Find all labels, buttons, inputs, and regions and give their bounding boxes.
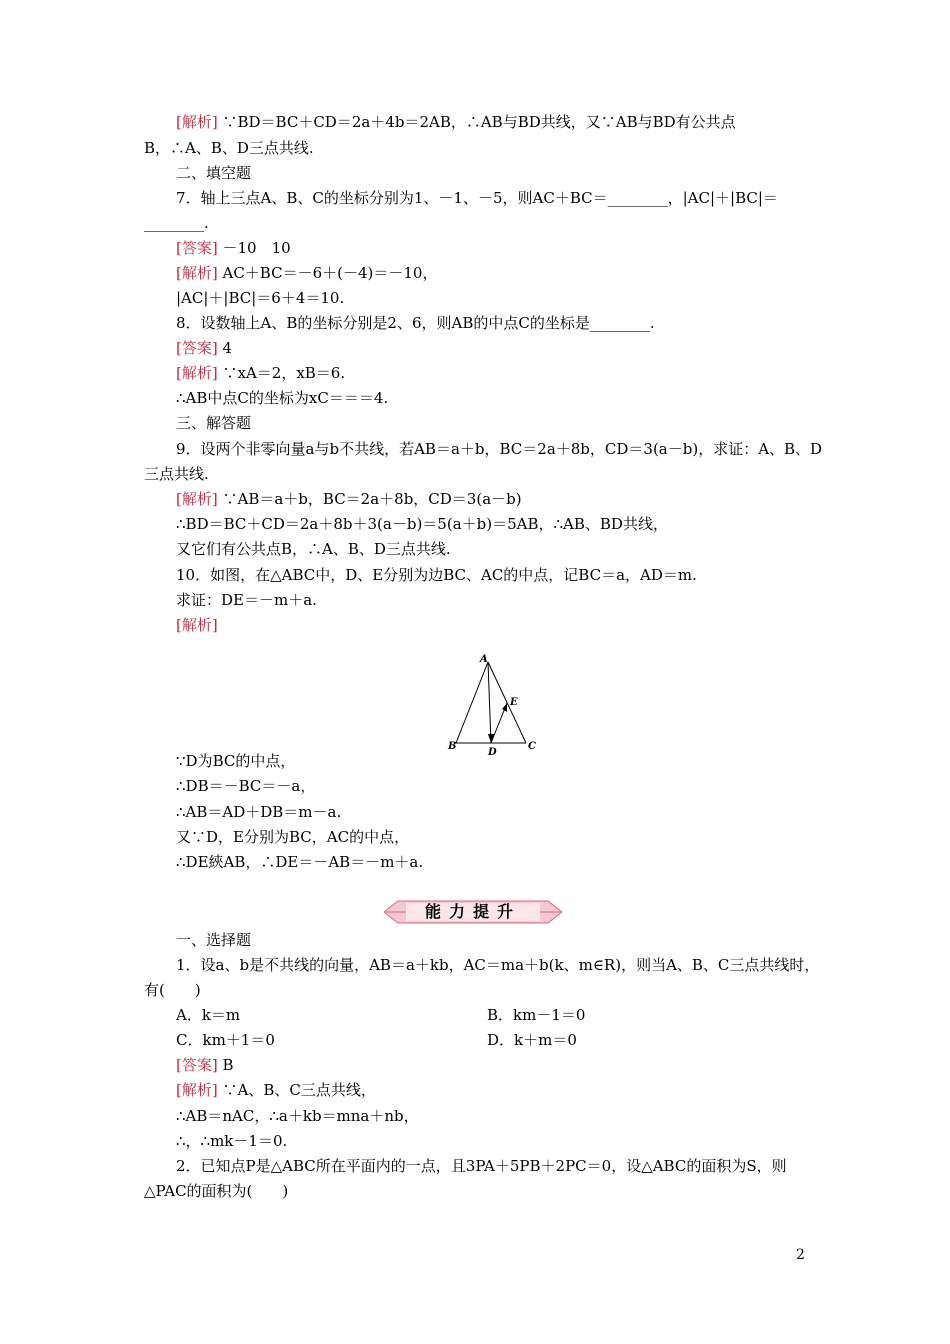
line-tag: [解析] [176,364,218,382]
line-text: D．k＋m＝0 [487,1031,577,1049]
line-text: B．km－1＝0 [487,1006,586,1024]
label-c: C [528,741,536,752]
line-text: ∴AB＝AD＋DB＝m－a. [176,803,342,821]
text-line [144,980,201,1000]
text-line [176,751,295,771]
line-text: 10．如图，在△ABC中，D、E分别为边BC、AC的中点，记BC＝a，AD＝m. [176,566,697,584]
line-text: 一、选择题 [176,931,252,949]
text-line [176,930,251,950]
line-text: △PAC的面积为( ) [144,1182,289,1200]
line-text: ∴AB＝nAC，∴a＋kb＝mna＋nb， [176,1107,419,1125]
line-text: ∴DE綊AB，∴DE＝－AB＝－m＋a. [176,853,424,871]
line-text: A．k＝m [176,1006,241,1024]
text-line [144,213,209,233]
line-text: 4 [217,339,233,357]
line-text: B，∴A、B、D三点共线. [144,139,314,157]
text-line [176,827,409,847]
text-line [176,388,388,408]
text-line [144,464,209,484]
line-text: 又∵D，E分别为BC，AC的中点， [176,828,410,846]
label-d: D [488,747,497,758]
line-text: 8．设数轴上A、B的坐标分别是2、6，则AB的中点C的坐标是________. [176,314,655,332]
line-text: ∴DB＝－BC＝－a， [176,777,316,795]
line-text: ∴，∴mk－1＝0. [176,1132,288,1150]
line-tag: [解析] [176,1081,218,1099]
text-line [176,363,345,383]
text-line [176,238,291,258]
text-line [487,1005,585,1025]
line-text: ∵xA＝2，xB＝6. [217,364,346,382]
text-line [176,590,317,610]
text-line [176,539,451,559]
line-text: ∵AB＝a＋b，BC＝2a＋8b，CD＝3(a－b) [217,490,522,508]
line-text: －10 10 [217,239,291,257]
line-text: 三、解答题 [176,414,252,432]
arrow-e-icon [502,703,507,712]
text-line [176,413,251,433]
side-ab [456,662,488,743]
text-line [176,489,522,509]
text-line [176,1156,787,1176]
section-banner [384,900,562,924]
line-text: ∴AB中点C的坐标为xC＝＝＝4. [176,389,389,407]
line-text: ∵D为BC的中点， [176,752,296,770]
label-e: E [510,697,518,708]
text-line [176,852,423,872]
text-line [176,163,251,183]
line-tag: [解析] [176,264,218,282]
line-text: 求证：DE＝－m＋a. [176,591,317,609]
line-text: 2．已知点P是△ABC所在平面内的一点，且3PA＋5PB＋2PC＝0，设△ABC的面积为S，则 [176,1157,787,1175]
text-line [176,1131,287,1151]
page-number: 2 [796,1247,805,1263]
text-line [176,955,819,975]
label-b: B [448,741,457,752]
text-line [176,776,315,796]
text-line [176,1030,275,1050]
line-text: 9．设两个非零向量a与b不共线，若AB＝a＋b，BC＝2a＋8b，CD＝3(a－b)，求证：A、B、D [176,440,823,458]
line-text: B [217,1056,234,1074]
text-line [176,1106,419,1126]
text-line [176,514,668,534]
line-text: 三点共线. [144,465,209,483]
line-tag: [解析] [176,490,218,508]
segment-ad [488,662,491,743]
line-tag: [答案] [176,239,218,257]
line-text: 有( ) [144,981,201,999]
line-text: C．km＋1＝0 [176,1031,275,1049]
line-tag: [答案] [176,339,218,357]
text-line [176,338,232,358]
text-line [176,1055,234,1075]
line-text: 1．设a、b是不共线的向量，AB＝a＋kb，AC＝ma＋b(k、m∈R)，则当A、B、C三点共线时， [176,956,820,974]
text-line [176,439,822,459]
text-line [176,615,218,635]
line-text: 二、填空题 [176,164,252,182]
text-line [176,263,437,283]
line-tag: [解析] [176,616,218,634]
text-line [144,1181,288,1201]
text-line [144,138,314,158]
text-line [176,288,344,308]
line-text: |AC|＋|BC|＝6＋4＝10. [176,289,345,307]
text-line [176,565,697,585]
line-text: 7．轴上三点A、B、C的坐标分别为1、－1、－5，则AC＋BC＝________，|AC|＋|BC|＝ [176,189,778,207]
triangle-figure [440,648,550,758]
line-text: ∴BD＝BC＋CD＝2a＋8b＋3(a－b)＝5(a＋b)＝5AB，∴AB、BD共线， [176,515,668,533]
side-ac [488,662,526,743]
line-tag: [答案] [176,1056,218,1074]
text-line [176,802,341,822]
text-line [176,1080,376,1100]
text-line [176,313,655,333]
text-line [487,1030,577,1050]
line-text: ∵A、B、C三点共线， [217,1081,376,1099]
label-a: A [480,654,488,665]
line-text: ∵BD＝BC＋CD＝2a＋4b＝2AB，∴AB与BD共线，又∵AB与BD有公共点 [217,113,736,131]
text-line [176,188,778,208]
line-text: ________. [144,214,209,232]
text-line [176,1005,240,1025]
text-line [176,112,736,132]
line-text: 又它们有公共点B，∴A、B、D三点共线. [176,540,451,558]
line-tag: [解析] [176,113,218,131]
line-text: AC＋BC＝－6＋(－4)＝－10， [217,264,438,282]
banner-title: 能力提升 [424,902,521,921]
